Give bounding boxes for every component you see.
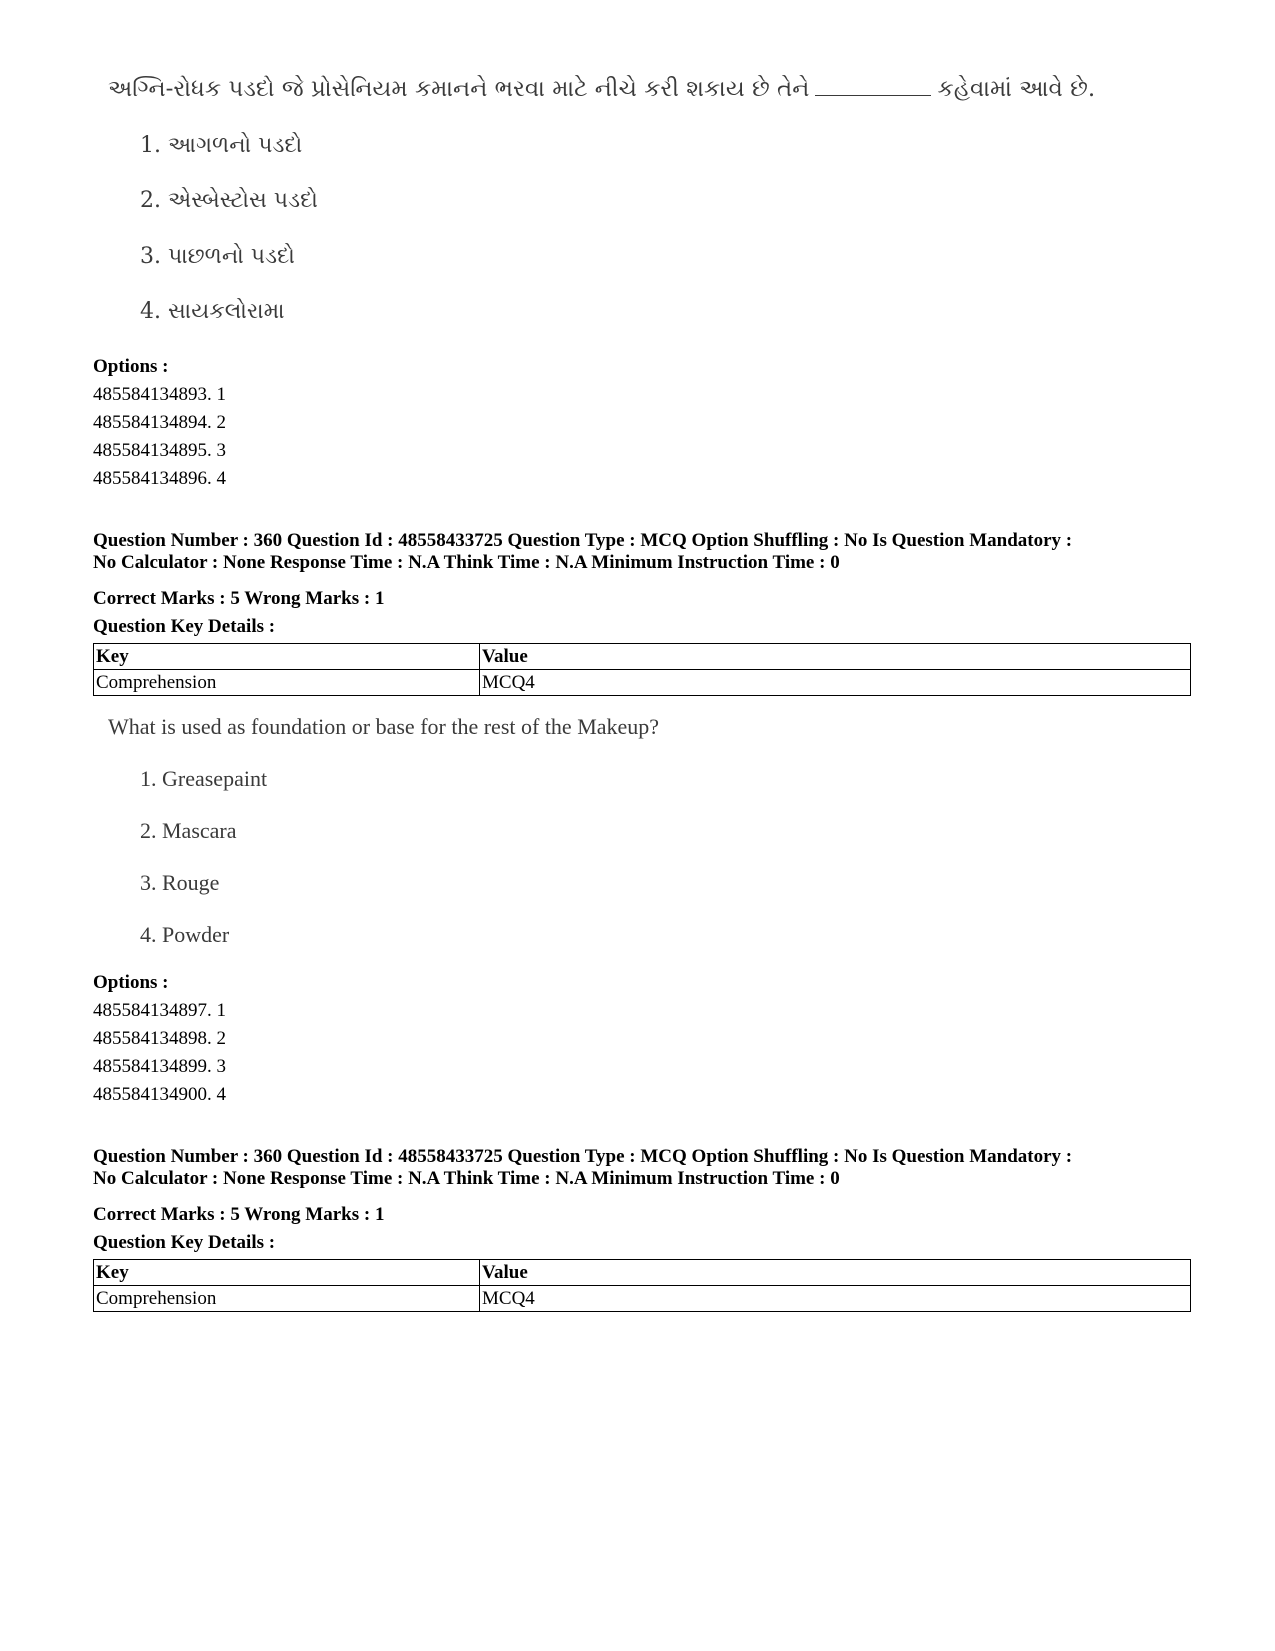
table-cell-key: Comprehension — [94, 1286, 480, 1312]
meta-line-2: No Calculator : None Response Time : N.A Think Time : N.A Minimum Instruction Time : 0 — [93, 1168, 840, 1189]
meta-line-1: Question Number : 360 Question Id : 48558433725 Question Type : MCQ Option Shuffling : No Is Question Mandatory : — [93, 530, 1073, 551]
marks-line: Correct Marks : 5 Wrong Marks : 1 — [93, 1204, 385, 1225]
table-cell-value: MCQ4 — [480, 670, 1191, 696]
key-details-label: Question Key Details : — [93, 1232, 276, 1253]
question-b-choice: 2. Mascara — [140, 818, 237, 843]
question-a-stem-before: અગ્નિ-રોધક પડદો જે પ્રોસેનિયમ કમાનને ભરવા માટે નીચે કરી શકાય છે તેને — [108, 76, 810, 102]
question-a-stem — [108, 76, 1095, 102]
question-a-choice: 3. પાછળનો પડદો — [140, 244, 295, 269]
key-details-label: Question Key Details : — [93, 616, 276, 637]
table-header-key: Key — [94, 1260, 480, 1286]
option-id: 485584134899. 3 — [93, 1056, 226, 1077]
table-header-row — [94, 1260, 1191, 1286]
question-a-choice: 4. સાયકલોરામા — [140, 299, 285, 324]
meta-line-2: No Calculator : None Response Time : N.A Think Time : N.A Minimum Instruction Time : 0 — [93, 552, 840, 573]
option-id: 485584134895. 3 — [93, 440, 226, 461]
meta-line-1: Question Number : 360 Question Id : 48558433725 Question Type : MCQ Option Shuffling : No Is Question Mandatory : — [93, 1146, 1073, 1167]
option-id: 485584134896. 4 — [93, 468, 226, 489]
question-b-image — [108, 714, 660, 947]
question-b-stem: What is used as foundation or base for the rest of the Makeup? — [108, 714, 660, 739]
question-a-choice: 2. એસ્બેસ્ટોસ પડદો — [140, 188, 318, 213]
option-id: 485584134898. 2 — [93, 1028, 226, 1049]
table-header-value: Value — [480, 644, 1191, 670]
question-a-stem-after: કહેવામાં આવે છે. — [937, 76, 1096, 102]
option-id: 485584134894. 2 — [93, 412, 226, 433]
options-label: Options : — [93, 972, 169, 993]
table-header-row — [94, 644, 1191, 670]
table-row — [94, 670, 1191, 696]
question-b-choice: 4. Powder — [140, 922, 230, 947]
table-header-key: Key — [94, 644, 480, 670]
question-a-image — [108, 76, 1096, 324]
option-id: 485584134900. 4 — [93, 1084, 226, 1105]
option-id: 485584134897. 1 — [93, 1000, 226, 1021]
question-meta — [93, 530, 1193, 574]
question-a-choice: 1. આગળનો પડદો — [140, 133, 303, 158]
marks-line: Correct Marks : 5 Wrong Marks : 1 — [93, 588, 385, 609]
question-b-choice: 3. Rouge — [140, 870, 220, 895]
table-header-value: Value — [480, 1260, 1191, 1286]
key-value-table — [93, 1259, 1191, 1312]
question-meta — [93, 1146, 1193, 1190]
table-row — [94, 1286, 1191, 1312]
table-cell-value: MCQ4 — [480, 1286, 1191, 1312]
key-value-table — [93, 643, 1191, 696]
table-cell-key: Comprehension — [94, 670, 480, 696]
question-b-choice: 1. Greasepaint — [140, 766, 268, 791]
answer-blank — [815, 77, 931, 96]
options-label: Options : — [93, 356, 169, 377]
option-id: 485584134893. 1 — [93, 384, 226, 405]
